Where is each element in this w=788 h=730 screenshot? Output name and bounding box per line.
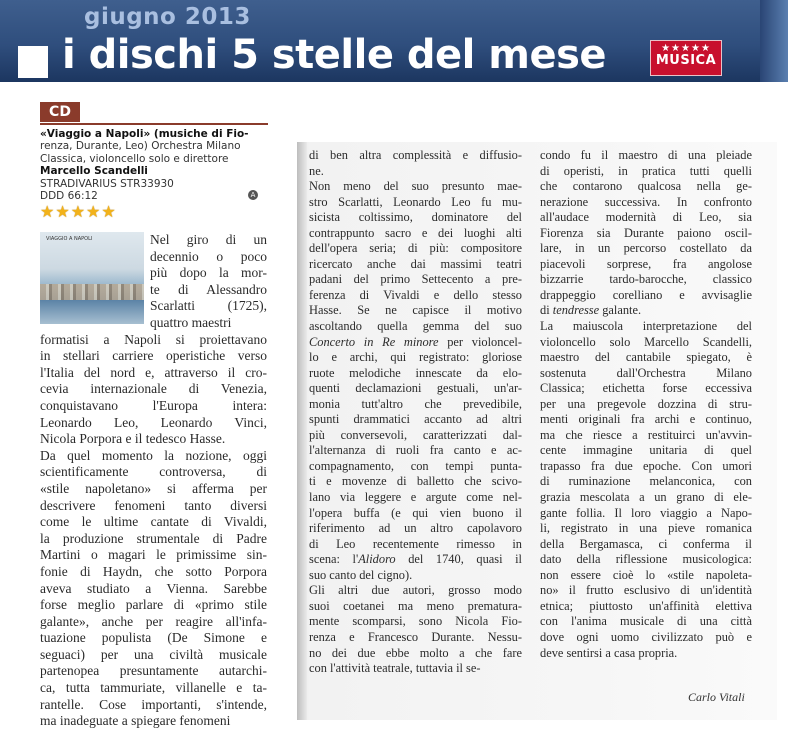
- musica-logo: [650, 40, 722, 76]
- article-line: seguaci) per una civiltà musicale: [40, 646, 267, 662]
- article-line: trapasso fra due epoche. Con umori: [540, 458, 752, 473]
- article-line: drappeggio corelliano e avvisaglie: [540, 287, 752, 302]
- article-line: quenti declamazioni gestuali, un'ar-: [309, 381, 522, 396]
- article-line: condo fu il maestro di una pleiade: [540, 148, 752, 162]
- article-line: no dei due ebbe molto a che fare: [309, 645, 522, 660]
- audio-badge-icon: A: [248, 190, 258, 200]
- article-line: menti originali fra archi e continuo,: [540, 412, 752, 427]
- article-line: Hasse. Se ne capisce il motivo: [309, 303, 522, 318]
- article-line: Nel giro di un: [150, 232, 267, 247]
- article-line: sostenuta dall'Orchestra Milano: [540, 365, 752, 380]
- article-line: come le ultime cantate di Vivaldi,: [40, 514, 267, 530]
- article-line: Martini o magari le primissime sin-: [40, 547, 267, 563]
- logo-stars-icon: ★★★★★: [661, 43, 711, 54]
- article-line: deve sentirsi a casa propria.: [540, 645, 678, 660]
- article-line: tuazione populista (De Simone e: [40, 630, 267, 646]
- article-line: Classica; etichetta forse eccessiva: [540, 381, 752, 396]
- article-line: cente immagine unitaria di quel: [540, 443, 752, 458]
- banner-square-mark: [18, 46, 48, 78]
- article-line: con l'attività teatrale, tuttavia il se-: [309, 661, 481, 676]
- article-line: formatisi a Napoli si proiettavano: [40, 331, 267, 347]
- article-line: decennio o poco: [150, 248, 267, 264]
- article-line: padani del primo Settecento a pre-: [309, 272, 522, 287]
- article-line: ruote melodiche innescate da elo-: [309, 365, 522, 380]
- article-line: cevia internazionale di Venezia,: [40, 381, 267, 397]
- article-line: «stile napoletano» si afferma per: [40, 480, 267, 496]
- article-line: che contarono qualcosa nella ge-: [540, 179, 752, 194]
- article-line: Non meno del suo presunto mae-: [309, 179, 522, 194]
- article-line: all'audace modernità di Leo, sia: [540, 210, 752, 225]
- article-line: Concerto in Re minore per violoncel-: [309, 334, 522, 349]
- article-line: stro Scarlatti, Leonardo Leo fu mu-: [309, 194, 522, 209]
- article-line: della Bergamasca, ci conferma il: [540, 536, 752, 551]
- article-line: più dopo la mor-: [150, 265, 267, 281]
- article-line: piacevoli sorprese, fra angolose: [540, 256, 752, 271]
- article-line: aveva studiato a Vienna. Sarebbe: [40, 580, 267, 596]
- record-info-line: renza, Durante, Leo) Orchestra Milano: [40, 140, 241, 153]
- article-line: ma inadeguate a spiegare fenomeni: [40, 713, 231, 729]
- article-line: più conversevoli, caratterizzati dal-: [309, 427, 522, 442]
- article-column-2: [309, 148, 522, 677]
- article-line: lano via leggere e argute come nel-: [309, 490, 522, 505]
- article-line: in stellari carriere operistiche verso: [40, 348, 267, 364]
- article-line: Da quel momento la nozione, oggi: [40, 447, 267, 463]
- article-line: galante», anche per reagire all'infa-: [40, 613, 267, 629]
- header-banner: [0, 0, 788, 82]
- article-line: rantelle. Cose importanti, s'intende,: [40, 696, 267, 712]
- article-line: Leonardo Leo, Leonardo Vinci,: [40, 414, 267, 430]
- author-signature: Carlo Vitali: [688, 690, 745, 704]
- article-line: l'alternanza di ruoli fra canto e ac-: [309, 443, 522, 458]
- article-line: ma che riesce a restituirci un'avvin-: [540, 427, 752, 442]
- article-line: li, registrato in una pieve romanica: [540, 521, 752, 536]
- article-column-1-intro: [150, 232, 267, 332]
- article-column-3: [540, 148, 752, 661]
- album-cover: [40, 232, 144, 324]
- section-title: i dischi 5 stelle del mese: [62, 32, 607, 78]
- article-line: violoncello solo Marcello Scandelli,: [540, 334, 752, 349]
- record-info-line: [40, 165, 272, 177]
- performer-name: Marcello Scandelli: [40, 165, 148, 178]
- article-line: scientificamente controversa, di: [40, 464, 267, 480]
- record-info-line: [40, 128, 272, 140]
- record-info: [40, 128, 272, 202]
- article-line: forse meglio parlare di «primo stile: [40, 597, 267, 613]
- article-line: la produzione strumentale di Padre: [40, 530, 267, 546]
- article-line: conquistavano l'Europa intera:: [40, 397, 267, 413]
- cover-city-image: [40, 284, 144, 300]
- article-line: dato della riflessione musicologica:: [540, 552, 752, 567]
- banner-edge: [760, 0, 788, 82]
- category-tag: CD: [40, 102, 80, 122]
- article-line: di Leo recentemente rimesso in: [309, 536, 522, 551]
- article-line: di operisti, in pratica tutti quelli: [540, 163, 752, 178]
- article-line: renza e Francesco Durante. Nessu-: [309, 629, 522, 644]
- article-line: Gli altri due autori, grosso modo: [309, 583, 522, 598]
- article-line: nerazione successiva. In confronto: [540, 194, 752, 209]
- article-line: spunti drammatici accanto ad altri: [309, 412, 522, 427]
- article-line: suo canto del cigno).: [309, 567, 413, 582]
- article-line: lare, in un percorso costellato da: [540, 241, 752, 256]
- article-line: ti e movenze di balletto che scivo-: [309, 474, 522, 489]
- article-line: monia tutt'altro che prevedibile,: [309, 396, 522, 411]
- article-line: Scarlatti (1725),: [150, 298, 267, 314]
- article-line: l'Italia del nord e, attraverso il cro-: [40, 364, 267, 380]
- article-line: contrappunto sacro e dei luoghi alti: [309, 225, 522, 240]
- article-line: no» il frutto esclusivo di un'identità: [540, 583, 752, 598]
- article-line: te di Alessandro: [150, 281, 267, 297]
- article-line: dove ogni uomo civilizzato può e: [540, 629, 752, 644]
- article-line: gante follia. Il loro viaggio a Napo-: [540, 505, 752, 520]
- article-line: mente scomparsi, sono Nicola Fio-: [309, 614, 522, 629]
- article-line: Fiorenza sia Durante paiono oscil-: [540, 225, 752, 240]
- article-line: ascoltando quella gemma del suo: [309, 319, 522, 334]
- article-line: descrivere fenomeni tanto diversi: [40, 497, 267, 513]
- article-line: grazia mescolata a un grano di ele-: [540, 490, 752, 505]
- article-line: di tendresse galante.: [540, 303, 642, 318]
- article-line: ne.: [309, 163, 324, 178]
- article-line: riferimento ad un altro capolavoro: [309, 521, 522, 536]
- article-line: Nicola Porpora e il tedesco Hasse.: [40, 431, 226, 447]
- article-line: ricercato anche dai massimi teatri: [309, 256, 522, 271]
- article-line: scena: l'Alidoro del 1740, quasi il: [309, 552, 522, 567]
- article-line: bizzarrie tardo-barocche, classico: [540, 272, 752, 287]
- article-line: La maiuscola interpretazione del: [540, 319, 752, 334]
- article-line: dell'opera seria; di più: compositore: [309, 241, 522, 256]
- article-line: non essere cioè lo «stile napoleta-: [540, 567, 752, 582]
- article-line: di ben altra complessità e diffusio-: [309, 148, 522, 162]
- article-line: quattro maestri: [150, 314, 232, 330]
- rating-stars-icon: ★★★★★: [40, 202, 117, 221]
- record-duration: DDD 66:12: [40, 190, 98, 203]
- cover-sea-image: [40, 300, 144, 324]
- article-line: ferenza di Vivaldi e dello stesso: [309, 287, 522, 302]
- article-line: compagnamento, con tempi punta-: [309, 458, 522, 473]
- logo-brand: MUSICA: [655, 53, 717, 68]
- article-line: di ruminazione melanconica, con: [540, 474, 752, 489]
- page-fold: [297, 142, 307, 720]
- article-column-1: [40, 332, 267, 730]
- category-rule: [40, 123, 268, 125]
- record-label: STRADIVARIUS STR33930: [40, 177, 174, 190]
- record-info-line: Classica, violoncello solo e direttore: [40, 152, 229, 165]
- article-line: maestro del cantabile spiegato, è: [540, 350, 752, 365]
- article-line: sicista coltissimo, dominatore del: [309, 210, 522, 225]
- article-line: partenopea presuntamente autarchi-: [40, 663, 267, 679]
- article-line: per una pregevole dozzina di stru-: [540, 396, 752, 411]
- article-line: fonie di Haydn, che sotto Porpora: [40, 563, 267, 579]
- article-line: etnica; piuttosto un'affinità elettiva: [540, 598, 752, 613]
- article-line: lo e archi, qui registrato: gloriose: [309, 350, 522, 365]
- article-line: ca, tutta tammuriate, villanelle e ta-: [40, 680, 267, 696]
- album-title: «Viaggio a Napoli» (musiche di Fio-: [40, 128, 249, 140]
- article-line: con l'anima musicale di una città: [540, 614, 752, 629]
- article-line: suoi coetanei ma meno prematura-: [309, 598, 522, 613]
- cover-title: VIAGGIO A NAPOLI: [46, 236, 93, 242]
- article-line: l'opera buffa (e qui vien buono il: [309, 505, 522, 520]
- issue-month: giugno 2013: [84, 4, 251, 30]
